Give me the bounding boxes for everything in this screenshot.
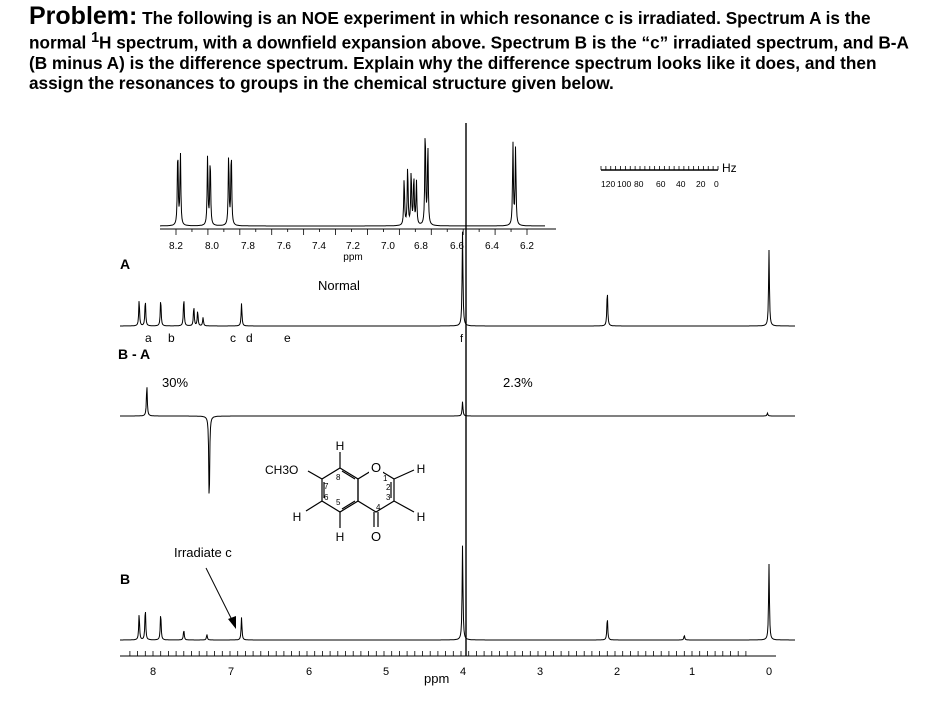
peak-label-c: c — [230, 331, 236, 345]
hydrogen-h6: H — [292, 510, 302, 524]
hz-label: Hz — [722, 161, 737, 175]
noe-b-value: 30% — [162, 375, 189, 390]
axis-tick-label: 7 — [227, 666, 235, 678]
difference-trace — [120, 387, 795, 493]
hz-tick-label: 40 — [676, 179, 686, 189]
hz-tick-label: 120 — [601, 179, 616, 189]
expansion-tick-label: 8.0 — [205, 241, 219, 252]
axis-tick-label: 0 — [765, 666, 773, 678]
expansion-tick-label: 7.2 — [346, 241, 360, 252]
expansion-tick-label: 6.8 — [414, 241, 428, 252]
hz-tick-label: 0 — [714, 179, 719, 189]
hz-tick-label: 100 — [617, 179, 632, 189]
peak-label-b: b — [168, 331, 175, 345]
ring-number-1: 1 — [383, 474, 388, 483]
ring-number-2: 2 — [386, 483, 391, 492]
irradiate-label: Irradiate c — [174, 545, 232, 560]
ring-number-3: 3 — [386, 493, 391, 502]
problem-text-2: H spectrum, with a downfield expansion above. Spectrum B is the “c” irradiated spectrum, and B-A (B minus A) is the difference spectrum. Explain why the difference spectrum looks like it does, and then assign the resonances to groups in the chemical structure given below. — [29, 32, 909, 93]
noe-f-value: 2.3% — [503, 375, 533, 390]
spectrum-a-caption: Normal — [318, 278, 360, 293]
expansion-tick-label: 7.4 — [312, 241, 326, 252]
hydrogen-h2: H — [416, 462, 426, 476]
expansion-panel — [160, 138, 556, 263]
peak-label-f: f — [460, 333, 464, 345]
peak-label-d: d — [246, 331, 253, 345]
hz-tick-label: 60 — [656, 179, 666, 189]
axis-tick-label: 1 — [688, 666, 696, 678]
irradiate-arrow-head — [228, 616, 236, 629]
ring-number-8: 8 — [336, 473, 341, 482]
axis-tick-label: 6 — [305, 666, 313, 678]
chemical-structure — [306, 452, 414, 528]
peak-label-e: e — [284, 331, 291, 345]
ring-number-4: 4 — [376, 503, 381, 512]
expansion-tick-label: 7.8 — [241, 241, 255, 252]
spectrum-b-panel — [120, 545, 795, 640]
hz-tick-label: 80 — [634, 179, 644, 189]
expansion-axis-unit: ppm — [343, 252, 363, 263]
difference-label: B - A — [118, 346, 151, 362]
spectrum-b-label: B — [120, 571, 131, 587]
axis-tick-label: 3 — [536, 666, 544, 678]
expansion-tick-label: 6.4 — [485, 241, 499, 252]
expansion-trace — [160, 138, 545, 226]
peak-label-a: a — [145, 331, 152, 345]
hydrogen-h5: H — [335, 530, 345, 544]
structure-labels — [265, 439, 425, 544]
axis-tick-label: 8 — [149, 666, 157, 678]
ring-number-6: 6 — [324, 493, 329, 502]
hydrogen-h8: H — [335, 439, 345, 453]
expansion-tick-label: 6.2 — [520, 241, 534, 252]
ring-number-5: 5 — [336, 498, 341, 507]
axis-unit: ppm — [424, 671, 450, 686]
axis-tick-label: 2 — [613, 666, 621, 678]
irradiate-arrow-shaft — [206, 568, 233, 622]
expansion-ticks — [176, 229, 527, 235]
methoxy-group: CH3O — [265, 463, 299, 477]
axis-tick-label: 5 — [382, 666, 390, 678]
ring-oxygen: O — [370, 460, 382, 475]
expansion-tick-label: 7.0 — [381, 241, 395, 252]
problem-text-1: The following is an NOE experiment in which resonance c is irradiated. Spectrum A is the normal — [29, 8, 871, 53]
carbonyl-oxygen: O — [370, 529, 382, 544]
problem-superscript: 1 — [91, 30, 100, 46]
ring-number-7: 7 — [324, 482, 329, 491]
main-axis — [120, 651, 776, 686]
expansion-tick-label: 6.6 — [450, 241, 464, 252]
expansion-tick-label: 8.2 — [169, 241, 183, 252]
hydrogen-h3: H — [416, 510, 426, 524]
spectrum-a-label: A — [120, 256, 131, 272]
problem-lead: Problem: — [29, 2, 138, 30]
difference-panel — [118, 346, 795, 494]
axis-tick-label: 4 — [459, 666, 467, 678]
expansion-tick-label: 7.6 — [277, 241, 291, 252]
hz-scale-bar — [601, 161, 737, 189]
hz-tick-label: 20 — [696, 179, 706, 189]
